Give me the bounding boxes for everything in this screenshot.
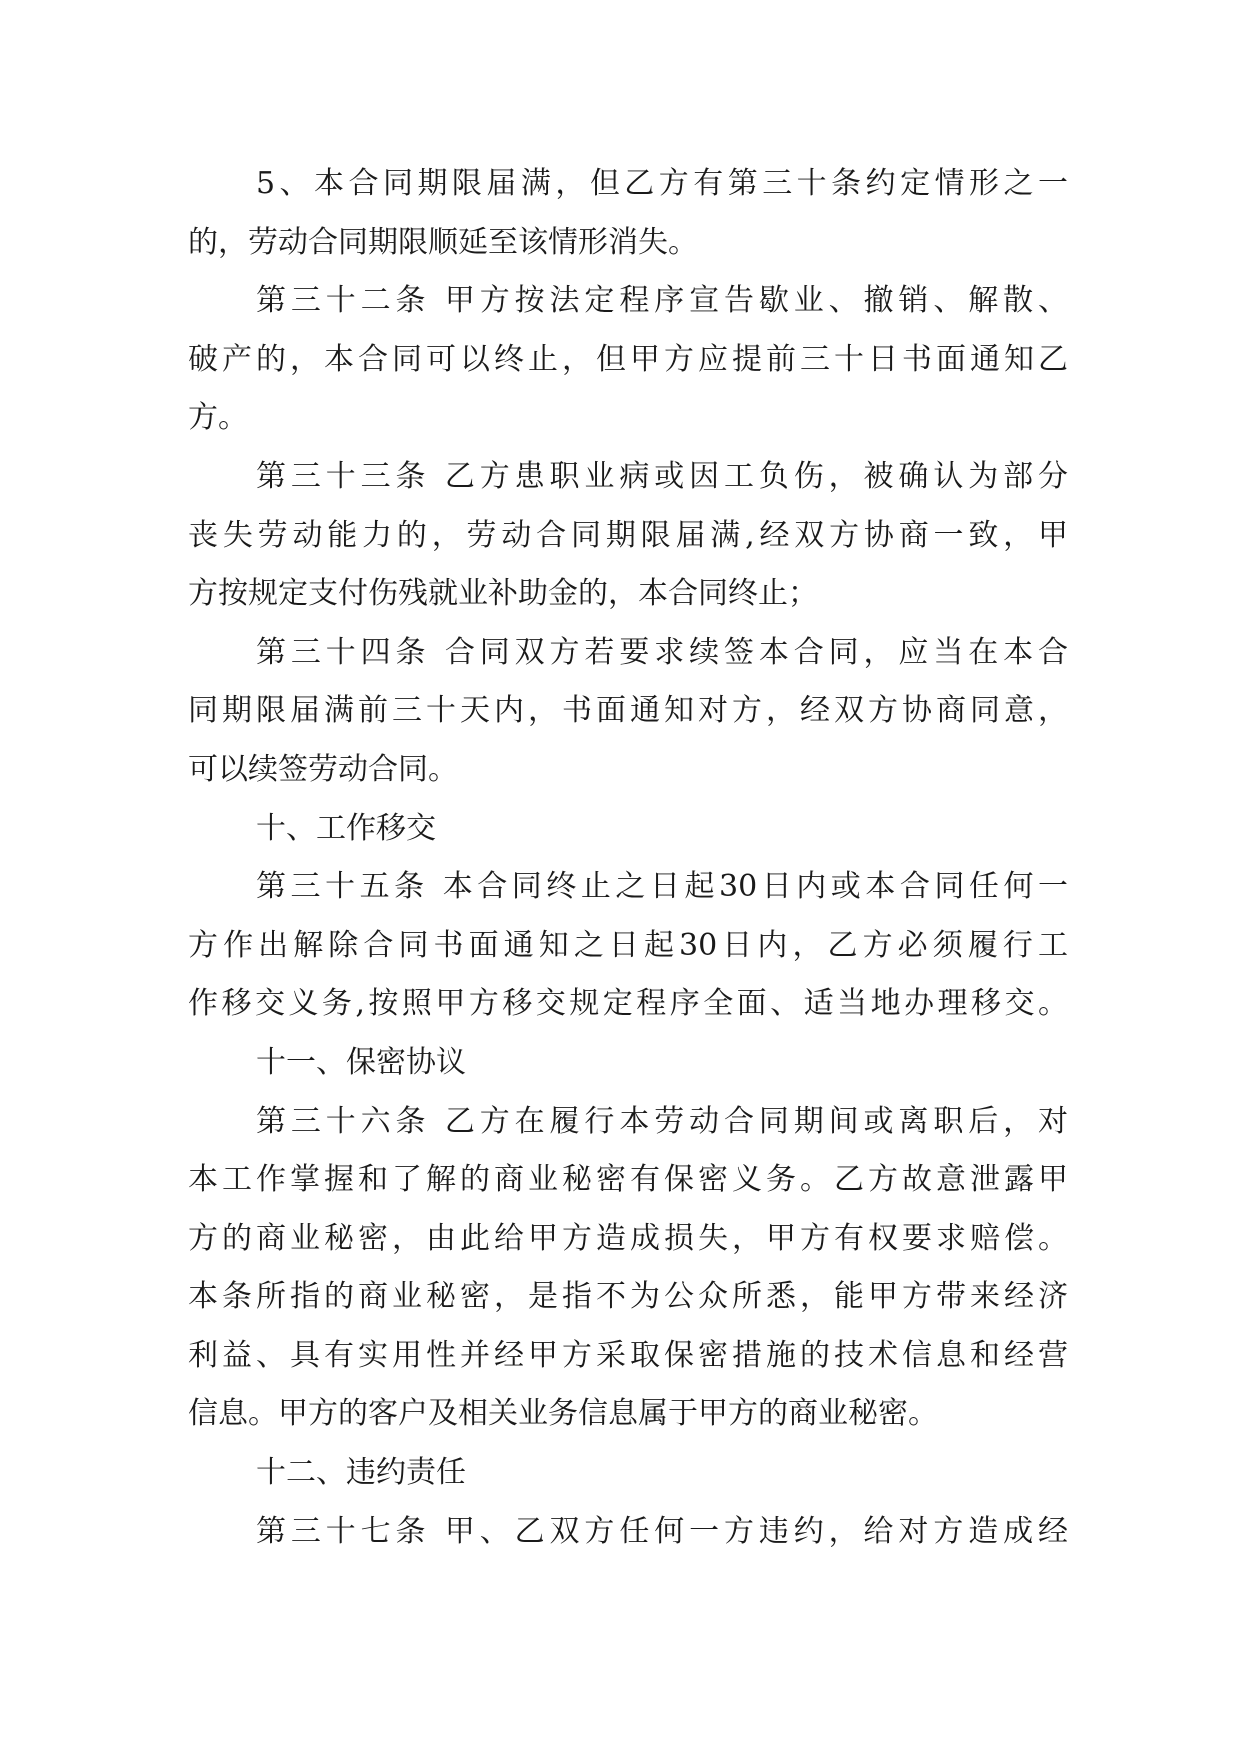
text-line: 第三十四条 合同双方若要求续签本合同，应当在本合 [256,634,1068,670]
text-line: 信息。甲方的客户及相关业务信息属于甲方的商业秘密。 [188,1396,938,1432]
text-line: 十一、保密协议 [256,1044,466,1080]
text-line: 第三十七条 甲、乙双方任何一方违约，给对方造成经 [256,1513,1068,1549]
text-line: 方按规定支付伤残就业补助金的，本合同终止； [188,576,818,612]
text-line: 方的商业秘密，由此给甲方造成损失，甲方有权要求赔偿。 [188,1220,1068,1256]
text-line: 十、工作移交 [256,810,436,846]
document-body [188,155,1068,1561]
text-line: 破产的，本合同可以终止，但甲方应提前三十日书面通知乙 [188,341,1068,377]
text-line: 方。 [188,400,248,436]
text-line: 第三十三条 乙方患职业病或因工负伤，被确认为部分 [256,458,1068,494]
text-line: 第三十二条 甲方按法定程序宣告歇业、撤销、解散、 [256,283,1068,319]
text-line: 方作出解除合同书面通知之日起30日内，乙方必须履行工 [188,927,1068,963]
text-line: 丧失劳动能力的，劳动合同期限届满,经双方协商一致，甲 [188,517,1068,553]
text-line: 作移交义务,按照甲方移交规定程序全面、适当地办理移交。 [188,986,1068,1022]
text-line: 同期限届满前三十天内，书面通知对方，经双方协商同意， [188,693,1068,729]
text-line: 利益、具有实用性并经甲方采取保密措施的技术信息和经营 [188,1337,1068,1373]
text-line: 本条所指的商业秘密，是指不为公众所悉，能甲方带来经济 [188,1279,1068,1315]
text-line: 可以续签劳动合同。 [188,751,458,787]
text-line: 第三十五条 本合同终止之日起30日内或本合同任何一 [256,869,1068,905]
text-line: 第三十六条 乙方在履行本劳动合同期间或离职后，对 [256,1103,1068,1139]
text-line: 十二、违约责任 [256,1455,466,1491]
text-line: 5、本合同期限届满，但乙方有第三十条约定情形之一 [256,166,1068,201]
text-line: 的，劳动合同期限顺延至该情形消失。 [188,224,698,260]
text-line: 本工作掌握和了解的商业秘密有保密义务。乙方故意泄露甲 [188,1162,1068,1198]
